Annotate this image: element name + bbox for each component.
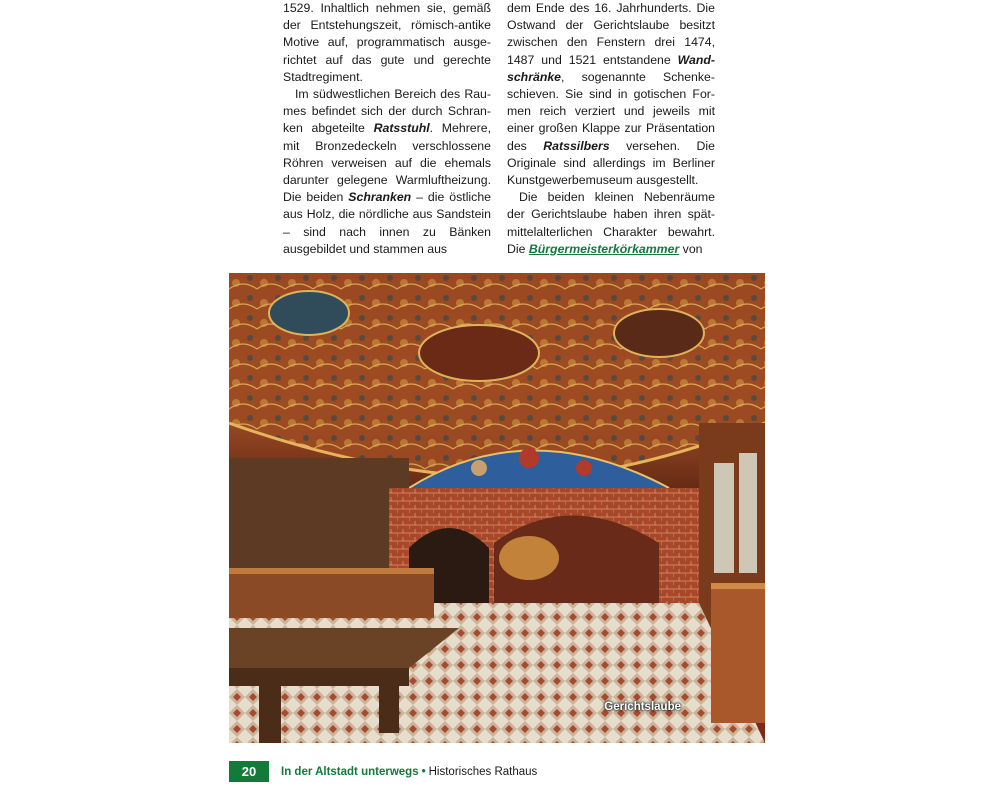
term-wandschraenke: Wandschränke — [507, 52, 715, 84]
term-ratssilbers: Ratssilbers — [543, 138, 610, 153]
right-paragraph-1 — [507, 0, 715, 189]
subsection-title: Historisches Rathaus — [428, 765, 538, 778]
text-run: – die östliche aus Holz, die nördliche aus Sandstein – sind nach innen zu Bänken ausgebildet und stammen aus — [283, 190, 491, 256]
section-title: In der Altstadt unterwegs — [281, 765, 419, 778]
mural-figure — [576, 460, 592, 476]
term-ratsstuhl: Ratsstuhl — [373, 121, 430, 136]
left-paragraph-1: 1529. Inhaltlich nehmen sie, gemäß der Entstehungszeit, römisch-antike Motive auf, programmatisch ausgerichtet auf das gute und gerechte Stadtregiment. — [283, 1, 491, 84]
table-leg — [379, 673, 399, 733]
text-run: dem Ende des 16. Jahrhunderts. Die Ostwand der Gerichtslaube besitzt zwischen den Fenstern drei 1474, 1487 und 1521 entstandene — [507, 1, 715, 67]
text-run: Die beiden kleinen Nebenräume der Gerichtslaube haben ihren spätmittelalterlichen Charakter bewahrt. Die — [507, 190, 715, 256]
wood-panel-top — [229, 568, 434, 574]
mural-figure — [471, 460, 487, 476]
footer-separator: • — [421, 765, 426, 778]
window — [714, 463, 734, 573]
ceiling-medallion — [419, 325, 539, 381]
wall-cabinet-top — [711, 583, 765, 589]
gerichtslaube-photo — [229, 273, 765, 743]
left-wall — [229, 458, 409, 578]
right-text-column — [507, 0, 715, 258]
table-leg — [259, 686, 281, 743]
wood-panel — [229, 568, 434, 618]
right-paragraph-2 — [507, 189, 715, 258]
text-run: Im südwestlichen Bereich des Raumes befindet sich der durch Schranken abgeteilte — [283, 87, 491, 136]
term-schranken: Schranken — [348, 190, 412, 205]
text-run: von — [679, 241, 703, 256]
link-buergermeisterkoerkammer[interactable]: Bürgermeisterkörkammer — [528, 241, 680, 256]
wall-cabinet — [711, 583, 765, 723]
text-run: versehen. Die Originale sind allerdings im Berliner Kunstgewerbemuseum ausgestellt. — [507, 138, 715, 188]
left-paragraph-2 — [283, 86, 491, 258]
photo-caption: Gerichtslaube — [604, 701, 681, 713]
lamp-glow — [499, 536, 559, 580]
ceiling-medallion — [269, 291, 349, 335]
page-number: 20 — [229, 761, 269, 782]
ceiling-medallion — [614, 309, 704, 357]
page-footer — [229, 761, 537, 782]
text-run: . Mehrere, mit Bronzedeckeln verschlossene Röhren verweisen auf die ehemals darunter gelegene Warmluftheizung. Die beiden — [283, 121, 491, 205]
mural-figure — [519, 448, 539, 468]
left-text-column — [283, 0, 491, 258]
window — [739, 453, 757, 573]
text-run: , sogenannte Schenkeschieven. Sie sind in gotischen Formen reich verziert und jeweils mit einer großen Klappe zur Präsentation des — [507, 69, 715, 153]
interior-illustration — [229, 273, 765, 743]
